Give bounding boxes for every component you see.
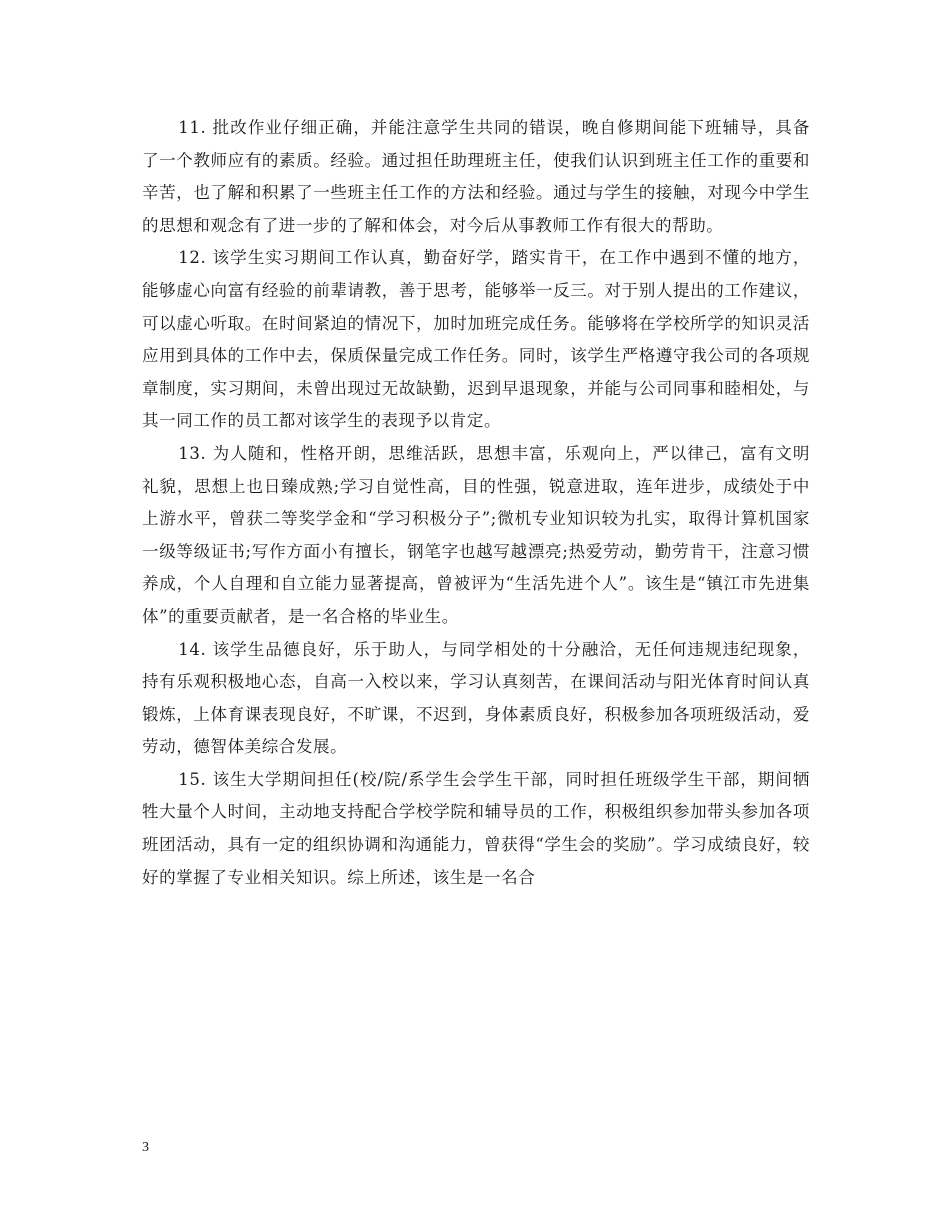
paragraph-15: 15. 该生大学期间担任(校/院/系学生会学生干部，同时担任班级学生干部，期间牺牲大量个人时间，主动地支持配合学校学院和辅导员的工作，积极组织参加带头参加各项班团活动，具有一定的组织协调和沟通能力，曾获得“学生会的奖励”。学习成绩良好，较好的掌握了专业相关知识。综上所述，该生是一名合 (142, 769, 810, 887)
page-number: 3 (142, 1140, 149, 1155)
paragraph-14: 14. 该学生品德良好，乐于助人，与同学相处的十分融洽，无任何违规违纪现象，持有乐观积极地心态，自高一入校以来，学习认真刻苦，在课间活动与阳光体育时间认真锻炼，上体育课表现良好，不旷课，不迟到，身体素质良好，积极参加各项班级活动，爱劳动，德智体美综合发展。 (142, 639, 810, 757)
document-body (142, 112, 810, 894)
paragraph-12: 12. 该学生实习期间工作认真，勤奋好学，踏实肯干，在工作中遇到不懂的地方，能够虚心向富有经验的前辈请教，善于思考，能够举一反三。对于别人提出的工作建议，可以虚心听取。在时间紧迫的情况下，加时加班完成任务。能够将在学校所学的知识灵活应用到具体的工作中去，保质保量完成工作任务。同时，该学生严格遵守我公司的各项规章制度，实习期间，未曾出现过无故缺勤，迟到早退现象，并能与公司同事和睦相处，与其一同工作的员工都对该学生的表现予以肯定。 (142, 248, 810, 431)
paragraph-13: 13. 为人随和，性格开朗，思维活跃，思想丰富，乐观向上，严以律己，富有文明礼貌，思想上也日臻成熟;学习自觉性高，目的性强，锐意进取，连年进步，成绩处于中上游水平，曾获二等奖学金和“学习积极分子”;微机专业知识较为扎实，取得计算机国家一级等级证书;写作方面小有擅长，钢笔字也越写越漂亮;热爱劳动，勤劳肯干，注意习惯养成，个人自理和自立能力显著提高，曾被评为“生活先进个人”。该生是“镇江市先进集体”的重要贡献者，是一名合格的毕业生。 (142, 443, 810, 626)
paragraph-11: 11. 批改作业仔细正确，并能注意学生共同的错误，晚自修期间能下班辅导，具备了一个教师应有的素质。经验。通过担任助理班主任，使我们认识到班主任工作的重要和辛苦，也了解和积累了一些班主任工作的方法和经验。通过与学生的接触，对现今中学生的思想和观念有了进一步的了解和体会，对今后从事教师工作有很大的帮助。 (142, 118, 810, 235)
